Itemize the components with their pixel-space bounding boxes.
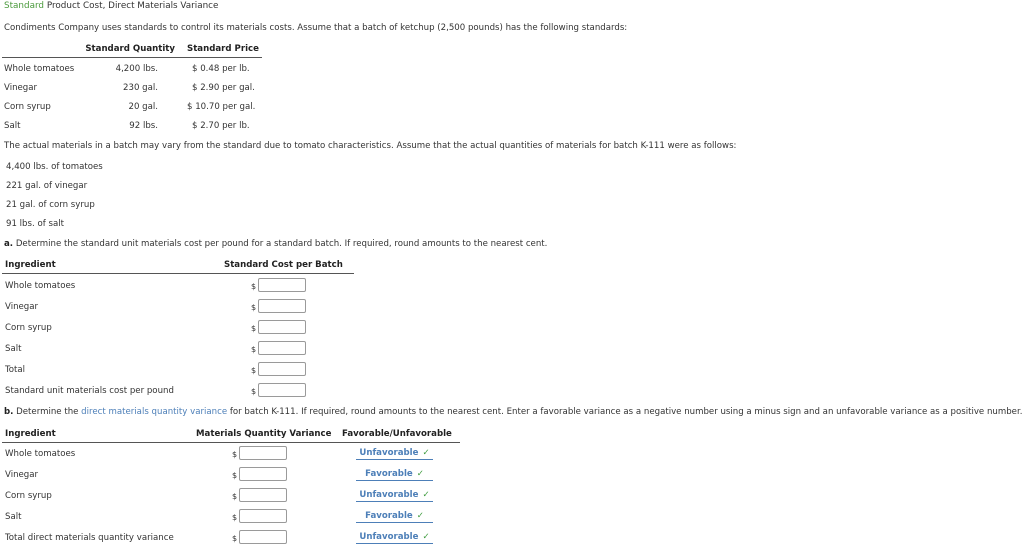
fav-select-whole-tomatoes[interactable]	[356, 448, 433, 460]
title-rest: Product Cost, Direct Materials Variance	[44, 1, 219, 11]
standard-quantity-header: Standard Quantity	[85, 44, 175, 54]
currency-symbol: $	[232, 471, 238, 480]
part-b-label: b.	[4, 407, 14, 417]
cost-input-salt[interactable]	[258, 341, 306, 355]
part-a-question-text: Determine the standard unit materials cost per pound for a standard batch. If required, round amounts to the nearest cent.	[15, 239, 548, 249]
variance-input-whole-tomatoes[interactable]	[239, 446, 287, 460]
currency-symbol: $	[251, 303, 257, 312]
part-a-row-name: Standard unit materials cost per pound	[5, 386, 174, 396]
actual-intro-text: The actual materials in a batch may vary from the standard due to tomato characteristics. Assume that the actual quantities of materials for batch K-111 were as follows:	[4, 141, 737, 151]
variance-input-total[interactable]	[239, 530, 287, 544]
cost-input-unit-cost-per-pound[interactable]	[258, 383, 306, 397]
fav-select-value: Unfavorable	[359, 532, 419, 542]
part-a-row-name: Vinegar	[5, 302, 39, 312]
part-b-question-pre: Determine the	[16, 407, 82, 417]
part-b-header-rule	[2, 442, 460, 443]
cost-input-corn-syrup[interactable]	[258, 320, 306, 334]
variance-input-salt[interactable]	[239, 509, 287, 523]
part-a-row-name: Corn syrup	[5, 323, 52, 333]
fav-select-vinegar[interactable]	[356, 469, 433, 481]
fav-select-salt[interactable]	[356, 511, 433, 523]
fav-select-value: Favorable	[365, 511, 413, 521]
check-icon: ✓	[422, 490, 430, 500]
page-title	[4, 1, 218, 11]
currency-symbol: $	[232, 534, 238, 543]
cost-input-vinegar[interactable]	[258, 299, 306, 313]
check-icon: ✓	[416, 511, 424, 521]
part-a-header-rule	[2, 273, 354, 274]
variance-input-vinegar[interactable]	[239, 467, 287, 481]
part-a-label: a.	[4, 239, 14, 249]
part-b-row-name: Salt	[5, 512, 22, 522]
standards-row-quantity: 92 lbs.	[129, 121, 158, 131]
part-b-ingredient-header: Ingredient	[5, 429, 56, 439]
standards-row-price: $ 2.70 per lb.	[192, 121, 250, 131]
standards-row-quantity: 20 gal.	[128, 102, 158, 112]
actual-item: 4,400 lbs. of tomatoes	[6, 162, 103, 172]
part-a-ingredient-header: Ingredient	[5, 260, 56, 270]
currency-symbol: $	[251, 366, 257, 375]
part-a-row-name: Total	[5, 365, 26, 375]
intro-text: Condiments Company uses standards to control its materials costs. Assume that a batch of ketchup (2,500 pounds) has the following standards:	[4, 23, 628, 33]
part-a-question	[4, 239, 547, 249]
currency-symbol: $	[251, 345, 257, 354]
check-icon: ✓	[422, 448, 430, 458]
currency-symbol: $	[232, 450, 238, 459]
check-icon: ✓	[422, 532, 430, 542]
part-b-row-name: Total direct materials quantity variance	[5, 533, 174, 543]
currency-symbol: $	[251, 387, 257, 396]
fav-select-total[interactable]	[356, 532, 433, 544]
standards-row-price: $ 2.90 per gal.	[192, 83, 255, 93]
standards-row-name: Salt	[4, 121, 21, 131]
check-icon: ✓	[416, 469, 424, 479]
fav-select-corn-syrup[interactable]	[356, 490, 433, 502]
direct-materials-quantity-variance-link[interactable]: direct materials quantity variance	[81, 407, 228, 417]
part-b-row-name: Corn syrup	[5, 491, 52, 501]
currency-symbol: $	[232, 513, 238, 522]
currency-symbol: $	[232, 492, 238, 501]
actual-item: 221 gal. of vinegar	[6, 181, 88, 191]
standards-row-quantity: 230 gal.	[123, 83, 158, 93]
fav-select-value: Unfavorable	[359, 448, 419, 458]
currency-symbol: $	[251, 282, 257, 291]
standards-row-name: Whole tomatoes	[4, 64, 75, 74]
standards-row-quantity: 4,200 lbs.	[115, 64, 158, 74]
standards-header-rule	[2, 57, 262, 58]
standards-row-name: Corn syrup	[4, 102, 51, 112]
part-b-question	[4, 407, 1022, 417]
standard-price-header: Standard Price	[187, 44, 259, 54]
part-b-row-name: Whole tomatoes	[5, 449, 76, 459]
actual-item: 21 gal. of corn syrup	[6, 200, 95, 210]
fav-select-value: Favorable	[365, 469, 413, 479]
currency-symbol: $	[251, 324, 257, 333]
actual-item: 91 lbs. of salt	[6, 219, 64, 229]
part-b-variance-header: Materials Quantity Variance	[196, 429, 332, 439]
cost-input-whole-tomatoes[interactable]	[258, 278, 306, 292]
fav-select-value: Unfavorable	[359, 490, 419, 500]
standards-row-name: Vinegar	[4, 83, 38, 93]
cost-input-total[interactable]	[258, 362, 306, 376]
standards-row-price: $ 10.70 per gal.	[187, 102, 256, 112]
part-b-fav-header: Favorable/Unfavorable	[342, 429, 452, 439]
title-highlight: Standard	[4, 1, 45, 11]
part-b-question-post: for batch K-111. If required, round amounts to the nearest cent. Enter a favorable variance as a negative number using a minus sign and an unfavorable variance as a positive number.	[227, 407, 1023, 417]
variance-input-corn-syrup[interactable]	[239, 488, 287, 502]
part-a-row-name: Salt	[5, 344, 22, 354]
standards-row-price: $ 0.48 per lb.	[192, 64, 250, 74]
part-a-row-name: Whole tomatoes	[5, 281, 76, 291]
part-b-row-name: Vinegar	[5, 470, 39, 480]
part-a-cost-header: Standard Cost per Batch	[224, 260, 343, 270]
